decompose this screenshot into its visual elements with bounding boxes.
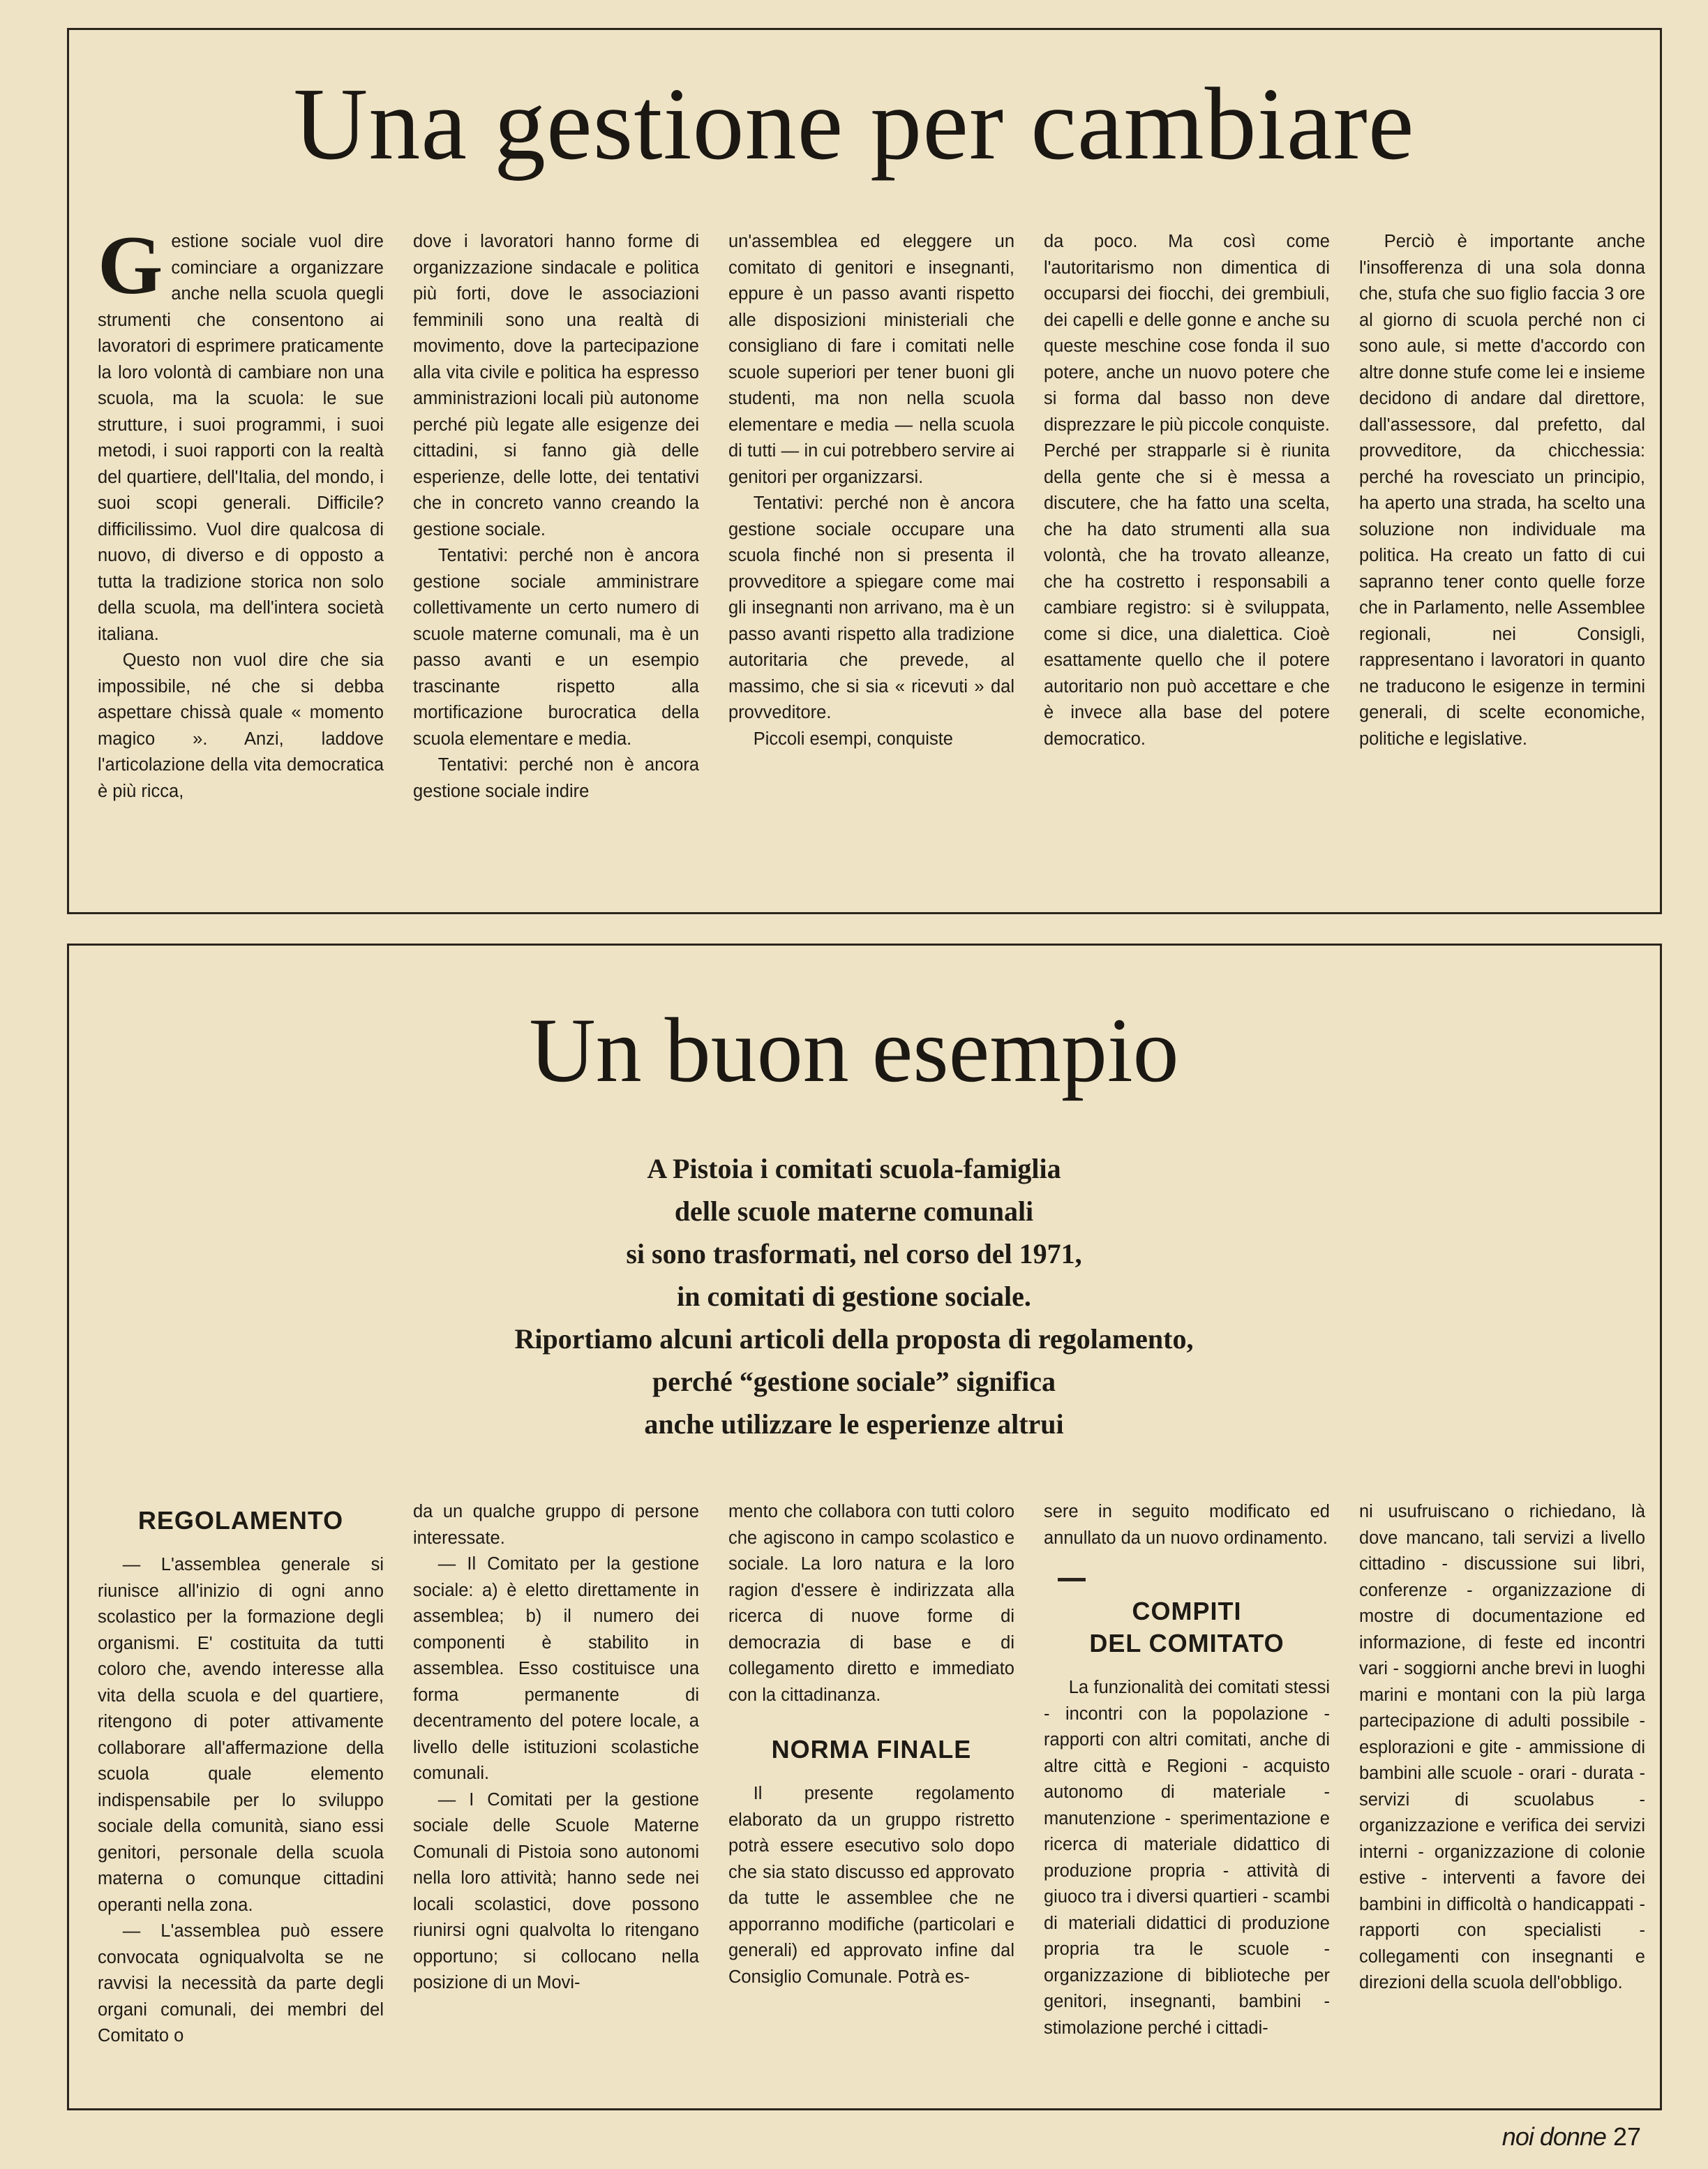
paragraph: Il presente regolamento elaborato da un gruppo ristretto potrà essere esecutivo solo dopo che sia stato discusso ed approvato da tutte le assemblee che ne apporranno modifiche (particolari e generali) ed approvato infine dal Consiglio Comunale. Potrà es- bbox=[728, 1784, 1014, 1987]
paragraph: — Il Comitato per la gestione sociale: a) è eletto direttamente in assemblea; b) il numero dei componenti è stabilito in assemblea. Esso costituisce una forma permanente di decentramento del potere locale, a livello delle istituzioni scolastiche comunali. bbox=[413, 1554, 699, 1783]
dash-ornament bbox=[1058, 1578, 1086, 1581]
paragraph: da poco. Ma così come l'autoritarismo non dimentica di occuparsi dei fiocchi, dei grembiuli, dei capelli e delle gonne e anche su queste meschine cose fonda il suo potere, anche un nuovo potere che si forma dal basso non deve disprezzare le più piccole conquiste. Perché per strapparle si è riunita della gente che si è messa a discutere, che ha fatto una scelta, che ha dato strumenti alla sua volontà, che ha trovato alleanze, che ha costretto i responsabili a cambiare registro: si è sviluppata, come si dice, una dialettica. Cioè esattamente quello che il potere autoritario non può accettare e che è invece alla base del potere democratico. bbox=[1044, 232, 1330, 749]
paragraph: Perciò è importante anche l'insofferenza di una sola donna che, stufa che suo figlio faccia 3 ore al giorno di scuola perché non ci sono aule, si mette d'accordo con altre donne stufe come lei e insieme decidono di andare dal direttore, dall'assessore, dal prefetto, dal provveditore, da chicchessia: perché ha rovesciato un principio, ha aperto una strada, ha scelto una soluzione non individuale ma politica. Ha creato un fatto di cui sapranno tener conto quelle forze che in Parlamento, nelle Assemblee regionali, nei Consigli, rappresentano i lavoratori in quanto ne traducono le esigenze in termini generali, di scelte economiche, politiche e legislative. bbox=[1359, 232, 1645, 749]
article1-column-5 bbox=[1359, 229, 1645, 878]
magazine-name: noi donne bbox=[1501, 2122, 1606, 2151]
paragraph: — I Comitati per la gestione sociale delle Scuole Materne Comunali di Pistoia sono autonomi nella loro attività; hanno sede nei locali scolastici, dove possono riunirsi ogni qualvolta lo ritengano opportuno; si collocano nella posizione di un Movi- bbox=[413, 1789, 699, 1992]
paragraph: da un qualche gruppo di persone interessate. bbox=[413, 1502, 699, 1548]
article1-body bbox=[98, 218, 1645, 878]
paragraph: — L'assemblea generale si riunisce all'inizio di ogni anno scolastico per la formazione degli organismi. E' costituita da tutti coloro che, avendo interesse alla vita della scuola e del quartiere, ritengono di poter attivamente collaborare all'affermazione della scuola quale elemento indispensabile per lo sviluppo sociale della comunità, siano essi genitori, personale della scuola materna o comunque cittadini operanti nella zona. bbox=[98, 1555, 384, 1915]
drop-cap: G bbox=[98, 218, 163, 311]
heading-compiti-line1: COMPITI bbox=[1132, 1597, 1242, 1625]
article1-column-2 bbox=[413, 229, 699, 878]
standfirst-line: delle scuole materne comunali bbox=[674, 1195, 1034, 1227]
paragraph: un'assemblea ed eleggere un comitato di genitori e insegnanti, eppure è un passo avanti rispetto alle disposizioni ministeriali che consigliano di fare i comitati nelle scuole superiori per tener buoni gli studenti, ma non nella scuola elementare e media — nella scuola di tutti — in cui potrebbero servire ai genitori per organizzarsi. bbox=[728, 232, 1014, 487]
paragraph: La funzionalità dei comitati stessi - incontri con la popolazione - rapporti con altri comitati, anche di altre città e Regioni - acquisto autonomo di materiale - manutenzione - sperimentazione e ricerca di materiale didattico di produzione propria - attività di giuoco tra i diversi quartieri - scambi di materiali didattici di produzione propria tra le scuole - organizzazione di biblioteche per genitori, insegnanti, bambini - stimolazione perché i cittadi- bbox=[1044, 1678, 1330, 2038]
paragraph: Tentativi: perché non è ancora gestione sociale indire bbox=[413, 755, 699, 801]
article2-standfirst bbox=[209, 1147, 1499, 1445]
article1-column-1 bbox=[98, 218, 384, 878]
article-title-gestione: Una gestione per cambiare bbox=[293, 67, 1415, 181]
paragraph: mento che collabora con tutti coloro che agiscono in campo scolastico e sociale. La loro natura e la loro ragion d'essere è indirizzata alla ricerca di nuove forme di democrazia di base e di collegamento diretto e immediato con la cittadinanza. bbox=[728, 1502, 1014, 1705]
standfirst-line: perché “gestione sociale” significa bbox=[652, 1366, 1056, 1397]
page-footer bbox=[1502, 2122, 1641, 2152]
article2-column-4 bbox=[1044, 1499, 1330, 2092]
standfirst-line: si sono trasformati, nel corso del 1971, bbox=[626, 1238, 1082, 1269]
paragraph: Tentativi: perché non è ancora gestione sociale occupare una scuola finché non si presenta il provveditore a spiegare come mai gli insegnanti non arrivano, ma è un passo avanti rispetto alla tradizione autoritaria che prevede, al massimo, che si sia « ricevuti » dal provveditore. bbox=[728, 493, 1014, 722]
article2-column-3 bbox=[728, 1499, 1014, 2092]
article1-column-4 bbox=[1044, 229, 1330, 878]
paragraph: — L'assemblea può essere convocata ogniqualvolta se ne ravvisi la necessità da parte degli organi comunali, dei membri del Comitato o bbox=[98, 1921, 384, 2045]
article2-column-2 bbox=[413, 1499, 699, 2092]
article1-column-3 bbox=[728, 229, 1014, 878]
heading-regolamento: REGOLAMENTO bbox=[137, 1506, 344, 1535]
standfirst-line: anche utilizzare le esperienze altrui bbox=[644, 1408, 1064, 1440]
standfirst-line: in comitati di gestione sociale. bbox=[677, 1281, 1031, 1312]
page-number: 27 bbox=[1612, 2122, 1641, 2151]
paragraph: dove i lavoratori hanno forme di organizzazione sindacale e politica più forti, dove le associazioni femminili sono una realtà di movimento, dove la partecipazione alla vita civile e politica ha espresso amministrazioni locali più autonome perché più legate alle esigenze dei cittadini, si fanno già delle esperienze, delle lotte, dei tentativi che in concreto vanno creando la gestione sociale. bbox=[413, 232, 699, 539]
heading-norma-finale: NORMA FINALE bbox=[771, 1735, 972, 1764]
article2-column-1 bbox=[98, 1499, 384, 2092]
paragraph: estione sociale vuol dire cominciare a organizzare anche nella scuola quegli strumenti che consentono ai lavoratori di esprimere praticamente la loro volontà di cambiare non una scuola, ma la scuola: le sue strutture, i suoi programmi, i suoi metodi, i suoi rapporti con la realtà del quartiere, dell'Italia, del mondo, i suoi scopi generali. Difficile? difficilissimo. Vuol dire qualcosa di nuovo, di diverso e di opposto a tutta la tradizione storica non solo della scuola, ma dell'intera società italiana. bbox=[98, 232, 384, 644]
article-title-buon-esempio: Un buon esempio bbox=[529, 999, 1179, 1101]
article2-column-5 bbox=[1359, 1499, 1645, 2092]
heading-compiti-line2: DEL COMITATO bbox=[1089, 1629, 1284, 1657]
standfirst-line: A Pistoia i comitati scuola-famiglia bbox=[647, 1153, 1061, 1184]
paragraph: sere in seguito modificato ed annullato da un nuovo ordinamento. bbox=[1044, 1502, 1330, 1548]
paragraph: Questo non vuol dire che sia impossibile, né che si debba aspettare chissà quale « momento magico ». Anzi, laddove l'articolazione della vita democratica è più ricca, bbox=[98, 650, 384, 801]
paragraph: Piccoli esempi, conquiste bbox=[753, 729, 953, 749]
paragraph: Tentativi: perché non è ancora gestione sociale amministrare collettivamente un certo numero di scuole materne comunali, ma è un passo avanti e un esempio trascinante rispetto alla mortificazione burocratica della scuola elementare e media. bbox=[413, 546, 699, 749]
article2-body bbox=[98, 1499, 1645, 2092]
standfirst-line: Riportiamo alcuni articoli della proposta di regolamento, bbox=[514, 1323, 1194, 1355]
paragraph: ni usufruiscano o richiedano, là dove mancano, tali servizi a livello cittadino - discussione sui libri, conferenze - organizzazione di mostre di documentazione ed informazione, di feste ed incontri vari - soggiorni anche brevi in luoghi marini e montani con la più larga partecipazione di adulti possibile - esplorazioni e gite - ammissione di bambini alle scuole - orari - durata - servizi di scuolabus - organizzazione e verifica dei servizi interni - organizzazione di colonie estive - interventi a favore dei bambini in difficoltà o handicappati - rapporti con specialisti - collegamenti con insegnanti e direzioni della scuola dell'obbligo. bbox=[1359, 1502, 1645, 1992]
